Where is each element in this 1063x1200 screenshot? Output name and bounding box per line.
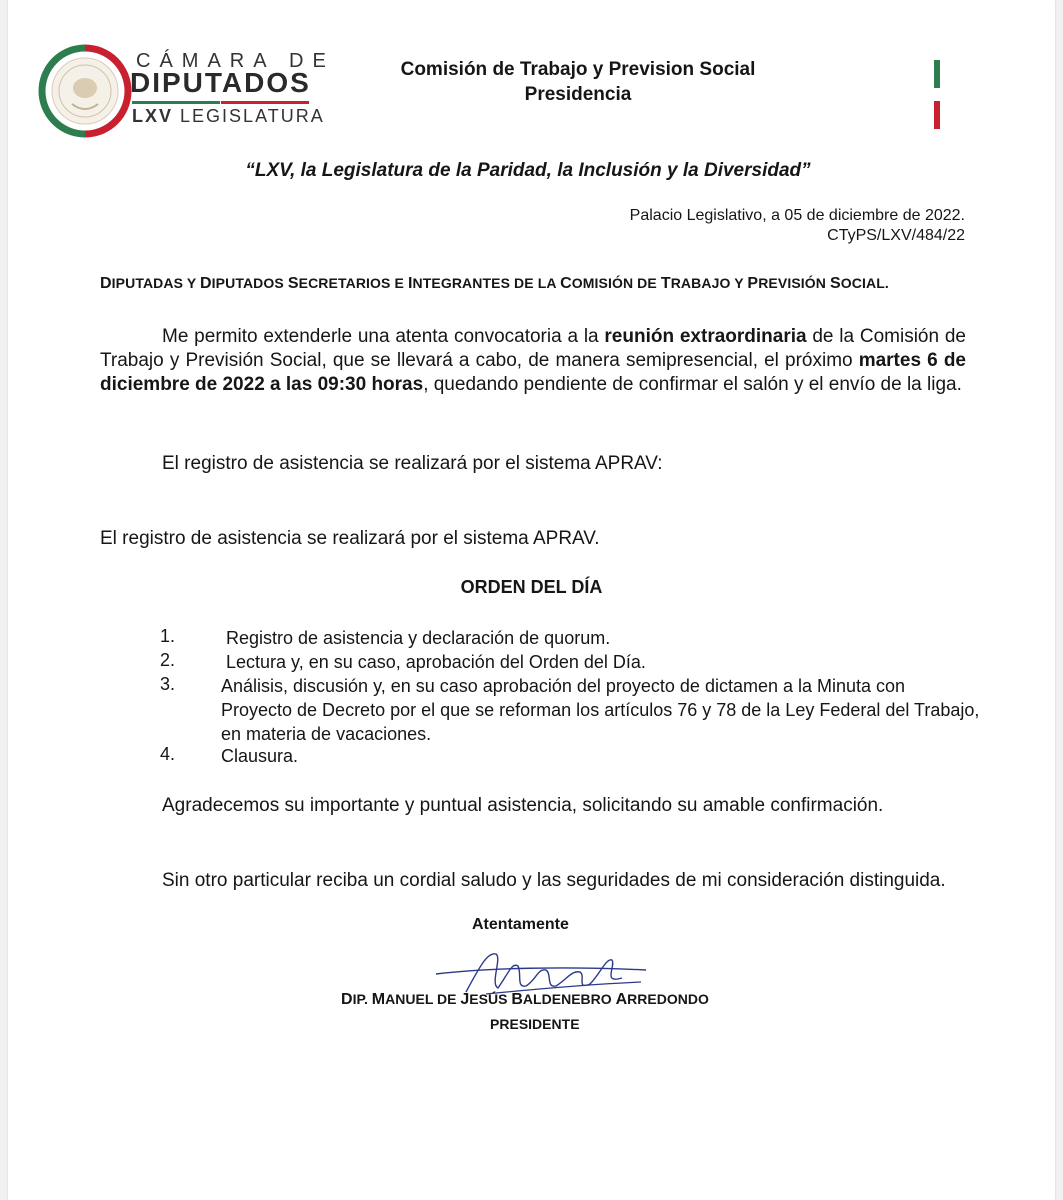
logo-line-2: DIPUTADOS: [130, 67, 311, 98]
paragraph-thanks: Agradecemos su importante y puntual asistencia, solicitando su amable confirmación.: [162, 795, 884, 816]
logo-legislature-word: LEGISLATURA: [180, 106, 325, 126]
flag-bar-red: [934, 101, 940, 129]
p1-meeting-datetime: martes 6 de diciembre de 2022 a las 09:30 horas: [100, 350, 966, 395]
paragraph-invitation: [100, 325, 966, 397]
agenda-item-number: 4.: [160, 744, 176, 764]
chamber-seal-icon: [38, 44, 132, 138]
closing-salutation: Atentamente: [472, 916, 569, 933]
agenda-item-number: 3.: [160, 674, 176, 694]
logo-line-1: CÁMARA DE: [136, 50, 335, 72]
header-title: Comisión de Trabajo y Prevision Social: [400, 59, 756, 80]
header-title-block: [368, 57, 788, 107]
logo-legislature-number: LXV: [132, 106, 174, 126]
agenda-item-text: Registro de asistencia y declaración de quorum.: [226, 628, 611, 648]
paragraph-regards: Sin otro particular reciba un cordial saludo y las seguridades de mi consideración distinguida.: [162, 870, 946, 891]
header-subtitle: Presidencia: [524, 84, 632, 105]
logo-line-3: [132, 106, 325, 127]
p1-text-e: , quedando pendiente de confirmar el salón y el envío de la liga.: [423, 374, 962, 395]
place-date: Palacio Legislativo, a 05 de diciembre de 2022.: [629, 207, 965, 224]
p1-text-a: Me permito extenderle una atenta convocatoria a la: [162, 326, 605, 347]
agenda-title: ORDEN DEL DÍA: [460, 577, 603, 597]
signer-name: DIP. MANUEL DE JESÚS BALDENEBRO ARREDONDO: [341, 991, 709, 1008]
paragraph-registration-1: El registro de asistencia se realizará por el sistema APRAV:: [162, 453, 663, 474]
signer-role: PRESIDENTE: [490, 1016, 580, 1032]
agenda-item-number: 1.: [160, 626, 176, 646]
agenda-item-text: Análisis, discusión y, en su caso aprobación del proyecto de dictamen a la Minuta con Proyecto de Decreto por el que se reforman los artículos 76 y 78 de la Ley Federal del Trabajo, en materia de vacaciones.: [221, 676, 980, 744]
legislature-motto: “LXV, la Legislatura de la Paridad, la Inclusión y la Diversidad”: [245, 160, 811, 181]
agenda-item-number: 2.: [160, 650, 176, 670]
logo-divider: [132, 101, 309, 104]
paragraph-registration-2: El registro de asistencia se realizará por el sistema APRAV.: [100, 528, 600, 549]
p1-meeting-type: reunión extraordinaria: [604, 326, 807, 347]
reference-number: CTyPS/LXV/484/22: [827, 227, 965, 244]
agenda-item-text: Lectura y, en su caso, aprobación del Orden del Día.: [226, 652, 646, 672]
addressee: DIPUTADAS Y DIPUTADOS SECRETARIOS E INTEGRANTES DE LA COMISIÓN DE TRABAJO Y PREVISIÓN SOCIAL.: [100, 275, 889, 292]
p1-text-c: de la Comisión de Trabajo y Previsión Social, que se llevará a cabo, de manera semipresencial, el próximo: [100, 326, 966, 371]
agenda-item-text: Clausura.: [221, 746, 299, 766]
flag-bar-green: [934, 60, 940, 88]
place-date-block: [630, 206, 965, 246]
document-page: [8, 0, 1055, 1200]
